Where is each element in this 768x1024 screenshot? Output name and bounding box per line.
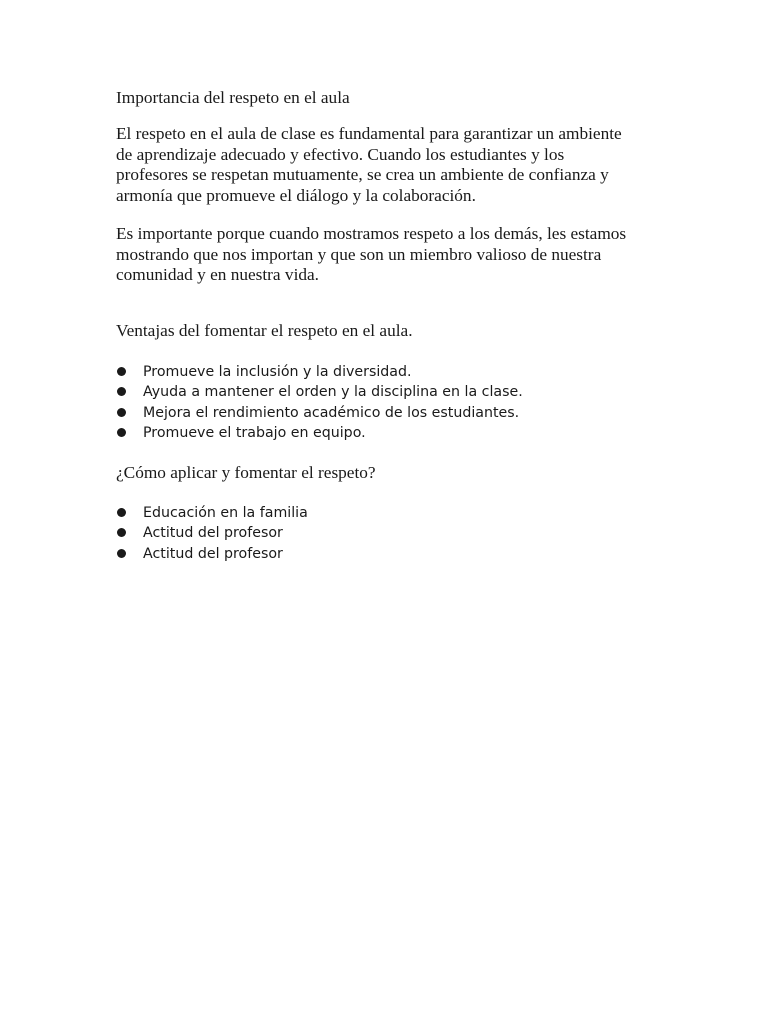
section-heading-ventajas: Ventajas del fomentar el respeto en el aula. [116, 321, 413, 340]
bullet-icon [117, 367, 126, 376]
list-item-text: Mejora el rendimiento académico de los estudiantes. [143, 404, 520, 421]
list-item [116, 523, 308, 543]
list-item-text: Promueve la inclusión y la diversidad. [143, 364, 412, 380]
list-item [116, 423, 523, 443]
section-heading-como-aplicar: ¿Cómo aplicar y fomentar el respeto? [116, 463, 376, 482]
list-item-text: Ayuda a mantener el orden y la disciplina en la clase. [143, 384, 523, 401]
bullet-icon [117, 408, 126, 417]
bullet-icon [117, 387, 126, 396]
bullet-icon [117, 508, 126, 517]
list-item [116, 503, 308, 523]
list-item-text: Promueve el trabajo en equipo. [143, 424, 366, 441]
paragraph-importance: Es importante porque cuando mostramos respeto a los demás, les estamos mostrando que nos importan y que son un miembro valioso de nuestra comunidad y en nuestra vida. [116, 224, 627, 284]
bullet-list-ventajas [116, 362, 523, 443]
bullet-icon [117, 549, 126, 558]
bullet-icon [117, 428, 126, 437]
list-item [116, 382, 523, 402]
list-item [116, 362, 523, 382]
paragraph-intro: El respeto en el aula de clase es fundamental para garantizar un ambiente de aprendizaje adecuado y efectivo. Cuando los estudiantes y los profesores se respetan mutuamente, se crea un ambiente de confianza y armonía que promueve el diálogo y la colaboración. [116, 124, 622, 205]
list-item-text: Educación en la familia [143, 505, 308, 521]
list-item [116, 544, 308, 564]
bullet-icon [117, 528, 126, 537]
document-title: Importancia del respeto en el aula [116, 88, 350, 107]
bullet-list-como-aplicar [116, 503, 308, 564]
list-item-text: Actitud del profesor [143, 545, 283, 562]
list-item-text: Actitud del profesor [143, 525, 283, 542]
list-item [116, 403, 523, 423]
